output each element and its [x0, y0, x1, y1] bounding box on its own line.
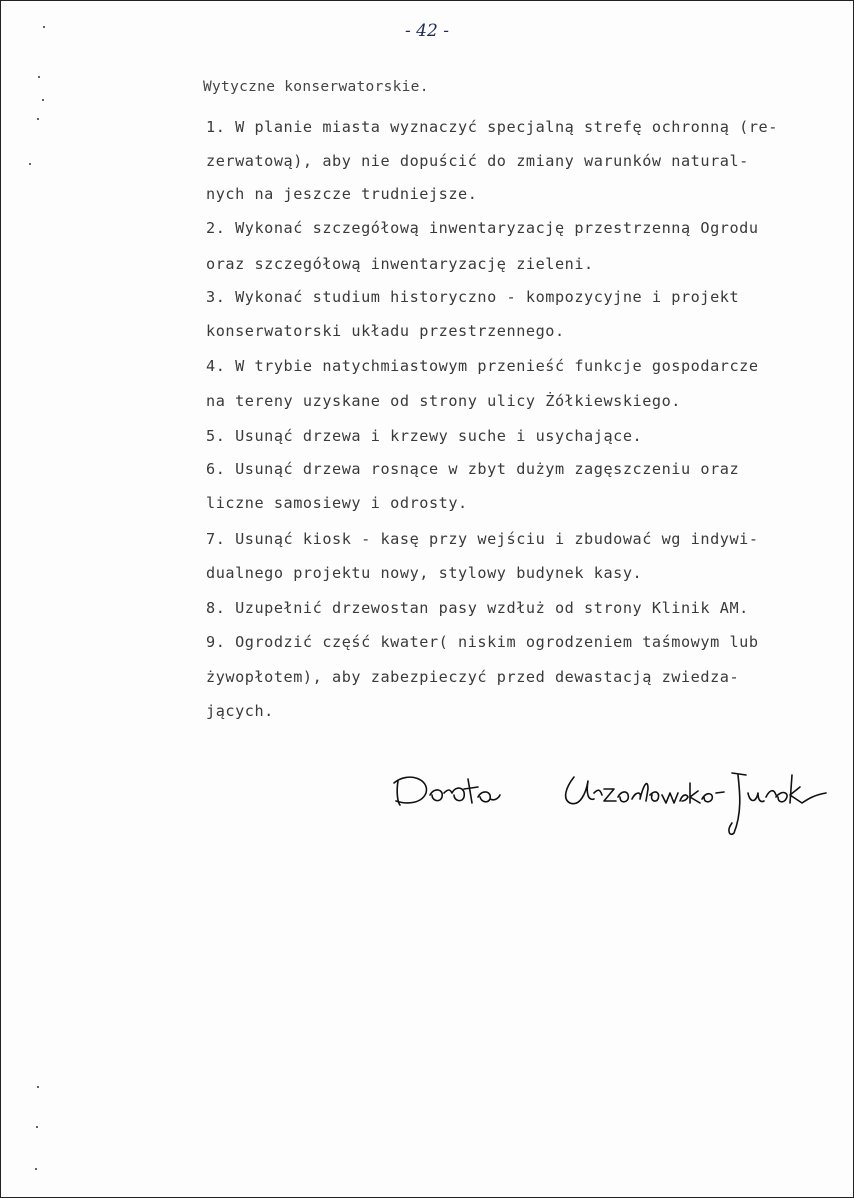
list-item: 3. Wykonać studium historyczno - kompozycyjne i projekt: [206, 288, 740, 306]
margin-dot: [37, 1086, 39, 1088]
handwritten-signature: [386, 753, 836, 838]
list-item: nych na jeszcze trudniejsze.: [206, 185, 478, 203]
list-item: dualnego projektu nowy, stylowy budynek kasy.: [206, 564, 643, 582]
list-item: żywopłotem), aby zabezpieczyć przed dewastacją zwiedza-: [206, 668, 740, 686]
margin-dot: [43, 26, 45, 28]
list-item: 5. Usunąć drzewa i krzewy suche i usychające.: [206, 427, 643, 445]
list-item: 2. Wykonać szczegółową inwentaryzację przestrzenną Ogrodu: [206, 219, 759, 237]
margin-dot: [29, 163, 31, 165]
list-item: 8. Uzupełnić drzewostan pasy wzdłuż od strony Klinik AM.: [206, 599, 749, 617]
list-item: 9. Ogrodzić część kwater( niskim ogrodzeniem taśmowym lub: [206, 633, 759, 651]
list-item: 4. W trybie natychmiastowym przenieść funkcje gospodarcze: [206, 357, 759, 375]
margin-dot: [38, 76, 40, 78]
list-item: 1. W planie miasta wyznaczyć specjalną strefę ochronną (re-: [206, 118, 778, 136]
list-item: na tereny uzyskane od strony ulicy Żółkiewskiego.: [206, 392, 681, 410]
list-item: liczne samosiewy i odrosty.: [206, 494, 468, 512]
margin-dot: [42, 99, 44, 101]
list-item: zerwatową), aby nie dopuścić do zmiany warunków natural-: [206, 152, 749, 170]
document-heading: Wytyczne konserwatorskie.: [203, 79, 429, 95]
margin-dot: [37, 118, 39, 120]
page-number: - 42 -: [405, 21, 449, 41]
list-item: 7. Usunąć kiosk - kasę przy wejściu i zbudować wg indywi-: [206, 530, 759, 548]
margin-dot: [35, 1168, 37, 1170]
list-item: konserwatorski układu przestrzennego.: [206, 322, 565, 340]
list-item: 6. Usunąć drzewa rosnące w zbyt dużym zagęszczeniu oraz: [206, 460, 740, 478]
margin-dot: [36, 1126, 38, 1128]
list-item: oraz szczegółową inwentaryzację zieleni.: [206, 255, 594, 273]
list-item: jących.: [206, 702, 274, 720]
